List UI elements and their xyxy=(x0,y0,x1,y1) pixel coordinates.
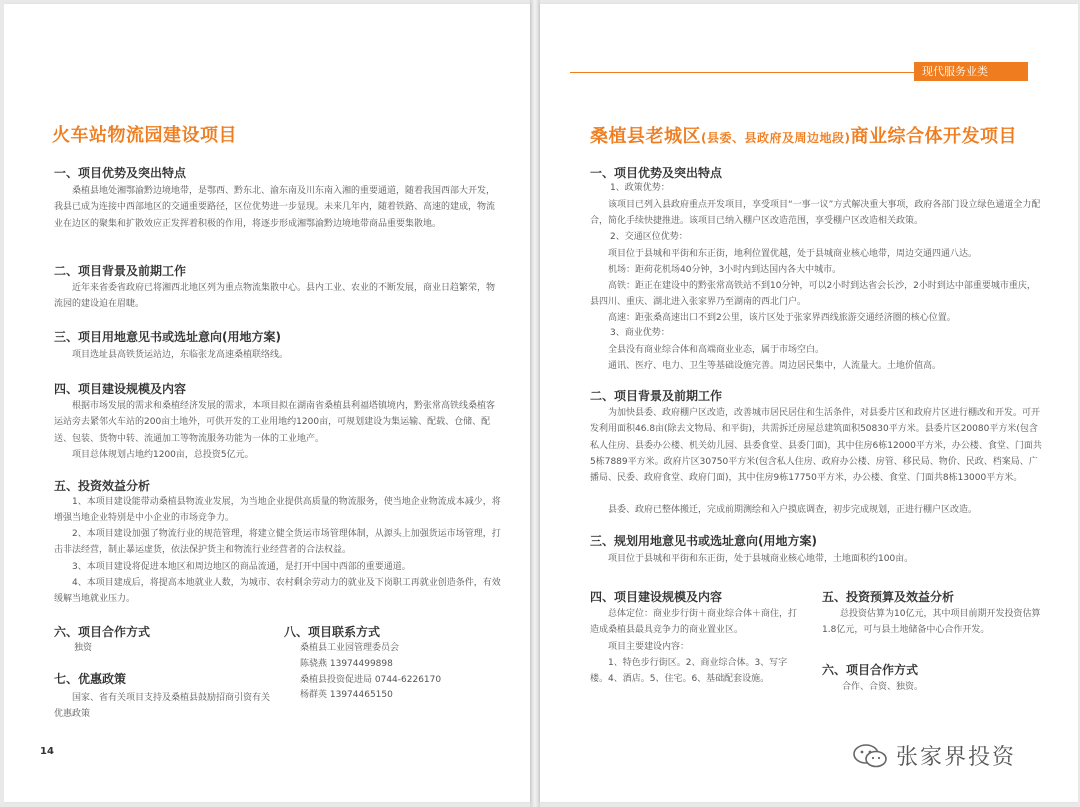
right-s4-body-3: 1、特色步行街区。2、商业综合体。3、写字楼。4、酒店。5、住宅。6、基础配套设施。 xyxy=(590,658,788,685)
left-s5-item-2: 2、本项目建设加强了物流行业的规范管理，将建立健全货运市场管理体制，从源头上加强货运市场管理，打击非法经营，制止暴运虚货，依法保护货主和物流行业经营者的合法权益。 xyxy=(54,529,501,556)
left-s7-heading: 七、优惠政策 xyxy=(54,672,127,686)
contact-line-4: 杨群英 13974465150 xyxy=(300,690,393,701)
contact-list xyxy=(300,641,441,704)
right-page xyxy=(540,4,1078,802)
policy-label: 1、政策优势： xyxy=(610,183,670,193)
right-title-end: 商业综合体开发项目 xyxy=(850,126,1017,147)
right-s3-heading: 三、规划用地意见书或选址意向(用地方案) xyxy=(590,534,817,548)
right-s2-body-2: 县委、政府已整体搬迁，完成前期测绘和入户摸底调查，初步完成规划，正进行棚户区改造。 xyxy=(608,505,978,515)
commerce-label: 3、商业优势： xyxy=(610,328,670,338)
right-s2-heading: 二、项目背景及前期工作 xyxy=(590,389,723,403)
right-s1-heading: 一、项目优势及突出特点 xyxy=(590,166,723,180)
left-s7-body: 国家、省有关项目支持及桑植县鼓励招商引资有关优惠政策 xyxy=(54,693,271,720)
left-s1-body: 桑植县地处湘鄂渝黔边境地带，是鄂西、黔东北、渝东南及川东南入湘的重要通道，随着我国西部大开发，我县已成为连接中西部地区的交通重要路径，区位优势进一步显现。未来几年内，随着铁路、高速的建成，物流业在边区的聚集和扩散效应正发挥着积极的作用，将逐步形成湘鄂渝黔边境地带商品重要集散地。 xyxy=(54,186,496,229)
left-s5-item-4: 4、本项目建成后，将提高本地就业人数，为城市、农村剩余劳动力的就业及下岗职工再就业创造条件，有效缓解当地就业压力。 xyxy=(54,578,501,605)
right-s4-heading: 四、项目建设规模及内容 xyxy=(590,590,723,604)
left-s5-item-3: 3、本项目建设将促进本地区和周边地区的商品流通，是打开中国中西部的重要通道。 xyxy=(72,562,411,572)
left-s6-body: 独资 xyxy=(74,643,93,653)
contact-line-2: 陈骁燕 13974499898 xyxy=(300,658,393,669)
right-s6-body: 合作、合资、独资。 xyxy=(842,682,924,692)
commerce-body-1: 全县没有商业综合体和高端商业业态，属于市场空白。 xyxy=(608,345,825,355)
left-s3-body: 项目选址县高铁货运站边，东临张龙高速桑植联络线。 xyxy=(72,350,289,360)
highway-info: 高速：距张桑高速出口不到2公里，该片区处于张家界西线旅游交通经济圈的核心位置。 xyxy=(608,313,956,323)
right-page-title xyxy=(590,122,1017,148)
rail-info: 高铁：距正在建设中的黔张常高铁站不到10分钟，可以2小时到达省会长沙，2小时到达中部重要城市重庆，县四川、重庆、湖北进入张家界乃至湖南的西北门户。 xyxy=(590,281,1036,308)
left-page-title: 火车站物流园建设项目 xyxy=(52,125,237,146)
airport-info: 机场：距荷花机场40分钟，3小时内到达国内各大中城市。 xyxy=(608,265,842,275)
left-s1-heading: 一、项目优势及突出特点 xyxy=(54,166,187,180)
contact-line-3: 桑植县投资促进局 0744-6226170 xyxy=(300,674,442,685)
traffic-label: 2、交通区位优势： xyxy=(610,232,688,242)
right-title-main: 桑植县老城区 xyxy=(590,126,701,147)
contact-line-1: 桑植县工业园管理委员会 xyxy=(300,643,400,653)
watermark-text: 张家界投资 xyxy=(896,745,1017,770)
left-s6-heading: 六、项目合作方式 xyxy=(54,625,151,639)
left-s2-body: 近年来省委省政府已将湘西北地区列为重点物流集散中心。县内工业、农业的不断发展，商业日趋繁荣，物流园的建设迫在眉睫。 xyxy=(54,283,496,310)
right-title-sub: (县委、县政府及周边地段) xyxy=(701,131,851,145)
category-rule xyxy=(570,72,920,73)
category-tag: 现代服务业类 xyxy=(914,62,1028,81)
right-s5-body: 总投资估算为10亿元，其中项目前期开发投资估算1.8亿元，可与县土地储备中心合作开发。 xyxy=(822,609,1041,636)
right-s2-body-1: 为加快县委、政府棚户区改造，改善城市居民居住和生活条件，对县委片区和政府片区进行棚改和开发。可开发利用面积46.8亩(除去文物局、和平街)，共需拆迁房屋总建筑面积50830平方米。县委片区20080平方米(包含私人住房、县委办公楼、机关幼儿园、县委食堂、县委门面)，其中住房6栋12000平方米，办公楼、食堂、门面共5栋7889平方米。政府片区30750平方米(包含私人住房、政府办公楼、房管、移民局、物价、民政、档案局、广播局、民委、政府食堂、政府门面)，其中住房9栋17750平方米，办公楼、食堂、门面共8栋13000平方米。 xyxy=(590,408,1042,484)
book-gutter xyxy=(530,0,540,807)
right-s4-body-2: 项目主要建设内容： xyxy=(608,642,690,652)
right-s5-heading: 五、投资预算及效益分析 xyxy=(822,590,955,604)
page-number: 14 xyxy=(40,746,54,757)
traffic-body: 项目位于县城和平街和东正街，地利位置优越，处于县城商业核心地带，周边交通四通八达。 xyxy=(608,249,978,259)
policy-body: 该项目已列入县政府重点开发项目，享受项目“一事一议”方式解决重大事项，政府各部门设立绿色通道全力配合，简化手续快捷推进。该项目已纳入棚户区改造范围，享受棚户区改造相关政策。 xyxy=(590,200,1041,227)
wechat-icon xyxy=(852,743,888,769)
right-s3-body: 项目位于县城和平街和东正街，处于县城商业核心地带，土地面积约100亩。 xyxy=(608,554,914,564)
commerce-body-2: 通讯、医疗、电力、卫生等基础设施完善。周边居民集中，人流量大。土地价值高。 xyxy=(608,361,942,371)
left-s3-heading: 三、项目用地意见书或选址意向(用地方案) xyxy=(54,330,281,344)
left-page xyxy=(4,4,530,802)
left-s4-summary: 项目总体规划占地约1200亩，总投资5亿元。 xyxy=(72,450,254,460)
left-s8-heading: 八、项目联系方式 xyxy=(284,625,381,639)
right-s6-heading: 六、项目合作方式 xyxy=(822,663,919,677)
left-s5-item-1: 1、本项目建设能带动桑植县物流业发展，为当地企业提供高质量的物流服务，使当地企业物流成本减少，将增强当地企业特别是中小企业的市场竞争力。 xyxy=(54,497,501,524)
left-s4-body: 根据市场发展的需求和桑植经济发展的需求，本项目拟在湖南省桑植县利福塔镇境内，黔张常高铁线桑植客运站旁去紧邻火车站的200亩土地外，可供开发的工业用地约1200亩，可规划建设为集运输、配载、仓储、配送、包装、货物中转、流通加工等物流服务功能为一体的工业地产。 xyxy=(54,401,496,444)
left-s5-heading: 五、投资效益分析 xyxy=(54,479,151,493)
left-s2-heading: 二、项目背景及前期工作 xyxy=(54,264,187,278)
left-s4-heading: 四、项目建设规模及内容 xyxy=(54,382,187,396)
right-s4-body-1: 总体定位：商业步行街＋商业综合体＋商住，打造成桑植县最具竞争力的商业置业区。 xyxy=(590,609,798,636)
watermark xyxy=(852,740,1016,771)
